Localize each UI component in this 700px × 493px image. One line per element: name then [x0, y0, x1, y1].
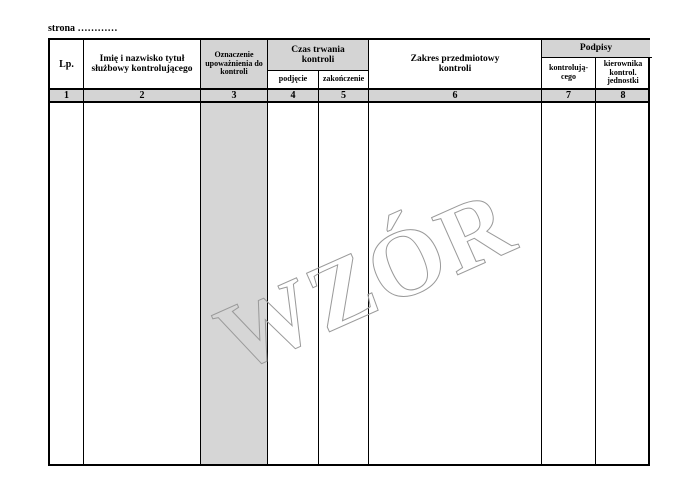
column-number-7: 7 [566, 90, 571, 101]
vline-4 [318, 70, 319, 464]
column-number-3: 3 [231, 90, 237, 101]
header-scope: Zakres przedmiotowy kontroli [410, 53, 500, 74]
column-number-4: 4 [290, 90, 296, 101]
vline-7 [595, 57, 596, 464]
column-number-8: 8 [620, 90, 626, 101]
page-number-label: strona ………… [48, 23, 118, 34]
header-signatures: Podpisy [542, 40, 650, 57]
header-authorization: Oznaczenie upoważnienia do kontroli [201, 40, 267, 88]
watermark-text: WZÓR [200, 168, 530, 393]
header-end: zakończenie [322, 74, 365, 84]
rule-header-bottom [50, 88, 648, 90]
rule-signatures-split [541, 57, 652, 58]
vline-1 [83, 40, 84, 464]
column-number-6: 6 [452, 90, 458, 101]
inspection-log-table [48, 38, 650, 466]
vline-3 [267, 40, 268, 464]
column-number-2: 2 [139, 90, 145, 101]
header-name-title: Imię i nazwisko tytuł służbowy kontrolującego [91, 53, 193, 74]
header-lp: Lp. [59, 58, 74, 70]
vline-2 [200, 40, 201, 464]
header-start: podjęcie [278, 74, 308, 84]
header-inspector: kontrolują-cego [549, 63, 588, 81]
rule-numbers-bottom [50, 101, 648, 103]
vline-6 [541, 40, 542, 464]
authorization-column-shade [200, 103, 267, 464]
vline-5 [368, 40, 369, 464]
column-number-1: 1 [64, 90, 69, 101]
column-number-5: 5 [341, 90, 346, 101]
header-duration: Czas trwania kontroli [268, 40, 368, 70]
header-unit-head: kierownika kontrol. jednostki [603, 58, 643, 86]
